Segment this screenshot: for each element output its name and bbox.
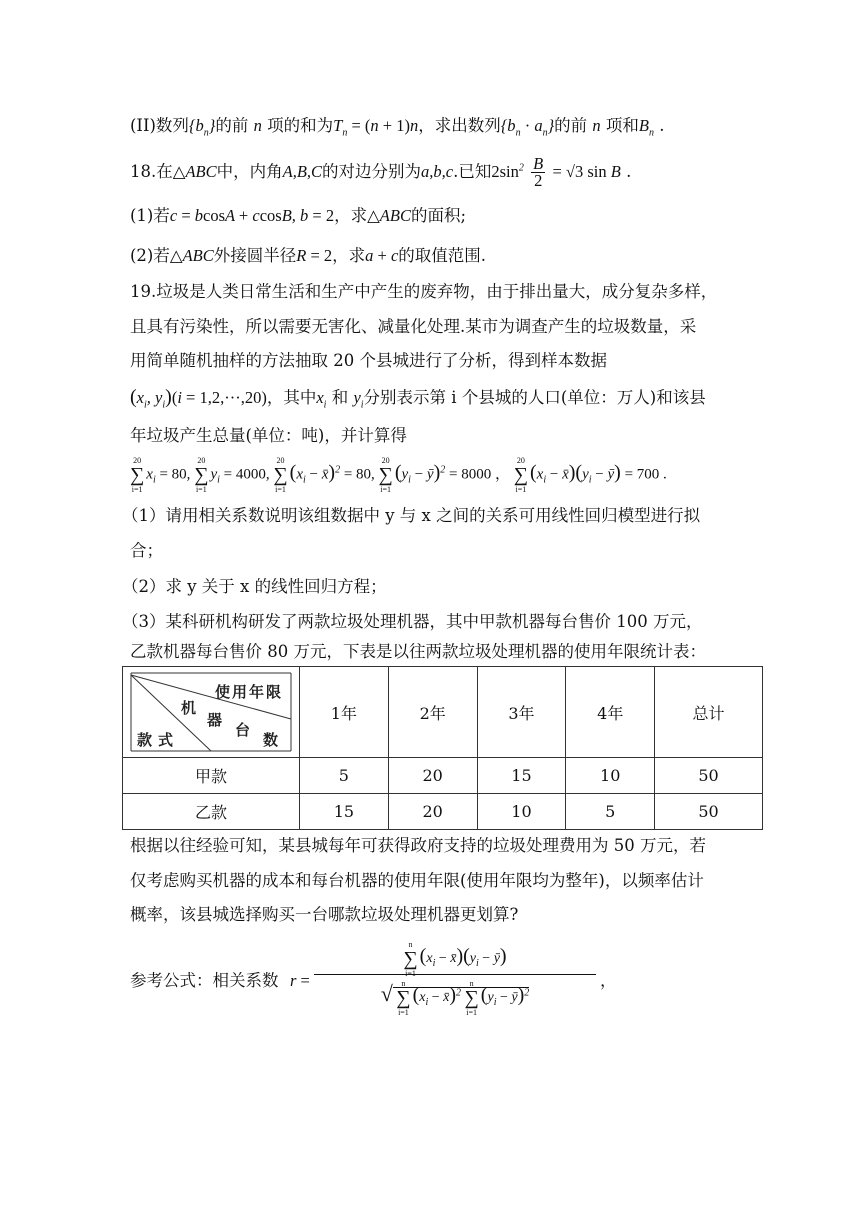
corner-label-bottom-right: 数 [263,731,279,749]
after-table-line-2: 仅考虑购买机器的成本和每台机器的使用年限(使用年限均为整年)，以频率估计 [130,871,704,890]
table-cell: 50 [655,758,763,794]
table-cell: 10 [477,794,566,830]
table-row [123,758,763,794]
question-19-line-2: 且具有污染性，所以需要无害化、减量化处理.某市为调查产生的垃圾数量，采 [130,317,697,336]
table-header: 3年 [477,667,566,758]
question-17-part-2: (II)数列$\{b_n\}$的前 n 项的和为$T_n = (n + 1)n$，求出数列$\{b_n \cdot a_n\}$的前 n 项和$B_n$ . [130,116,665,139]
table-corner-cell [123,667,300,758]
row-label: 乙款 [123,794,300,830]
question-19-part-1-a: （1）请用相关系数说明该组数据中 y 与 x 之间的关系可用线性回归模型进行拟 [122,506,701,525]
table-cell: 15 [477,758,566,794]
question-19-line-4: ($x_i$, $y_i)(i = 1,2,\cdot\cdot\cdot,20)$，其中$x_i$ 和 $y_i$分别表示第 i 个县城的人口(单位：万人)和该县 [130,386,706,411]
question-19-line-5: 年垃圾产生总量(单位：吨)，并计算得 [130,426,407,445]
table-header: 2年 [388,667,477,758]
summation-data: 20 ∑ i=1 $x_i = 80$, 20 ∑ i=1 $y_i = 4000$, 20 ∑ i=1 ($x_i$ − x̄)$^2$ = 80, 20 ∑ i=1 ($y_i$ − ȳ)$^2$ = 8000 ， 20 ∑ i=1 ($x_i$ − $x̄)(y_i$ − ȳ) = 700 . [130,456,667,494]
table-row [123,794,763,830]
table-cell: 10 [566,758,655,794]
question-19-part-3-a: （3）某科研机构研发了两款垃圾处理机器，其中甲款机器每台售价 100 万元， [122,612,703,631]
question-19-part-1-b: 合； [130,541,163,560]
table-header: 总计 [655,667,763,758]
question-18-part-2: (2)若△ABC外接圆半径R = 2，求a + c的取值范围. [130,246,487,265]
table-header: 1年 [300,667,389,758]
question-19-line-3: 用简单随机抽样的方法抽取 20 个县城进行了分析，得到样本数据 [130,351,607,370]
table-cell: 15 [300,794,389,830]
table-cell: 5 [566,794,655,830]
question-18-part-1: (1)若c = bcosA + ccosB, b = 2，求△ABC的面积; [130,206,467,225]
question-19-part-3-b: 乙款机器每台售价 80 万元，下表是以往两款垃圾处理机器的使用年限统计表： [130,642,706,661]
table-cell: 20 [388,794,477,830]
after-table-line-3: 概率，该县城选择购买一台哪款垃圾处理机器更划算? [130,905,519,924]
correlation-fraction: n ∑ i=1 ($x_i$ − $x̄)(y_i$ − ȳ) √ n ∑ i=1 ($x_i$ − x̄)$^2$ n ∑ i=1 ($y_i$ − ȳ)$^2$ [314,940,596,1017]
corner-label-top: 使用年限 [215,683,284,701]
corner-label-mid1: 机 [181,699,197,717]
corner-label-mid3: 台 [235,721,251,739]
corner-label-mid2: 器 [207,711,223,729]
question-19-part-2: （2）求 y 关于 x 的线性回归方程； [122,577,387,596]
corner-label-bottom-left: 款式 [137,731,180,749]
table-header: 4年 [566,667,655,758]
row-label: 甲款 [123,758,300,794]
after-table-line-1: 根据以往经验可知，某县城每年可获得政府支持的垃圾处理费用为 50 万元，若 [130,836,706,855]
table-header-row [123,667,763,758]
table-cell: 5 [300,758,389,794]
question-18-stem: 18.在△ABC中，内角A,B,C的对边分别为a,b,c.已知$2\sin^2$ $\frac{B}{2}$ = √3 sin B . [130,154,632,190]
table-cell: 20 [388,758,477,794]
question-19-line-1: 19.垃圾是人类日常生活和生产中产生的废弃物，由于排出量大，成分复杂多样， [130,282,718,301]
machine-lifespan-table [122,666,763,830]
table-cell: 50 [655,794,763,830]
